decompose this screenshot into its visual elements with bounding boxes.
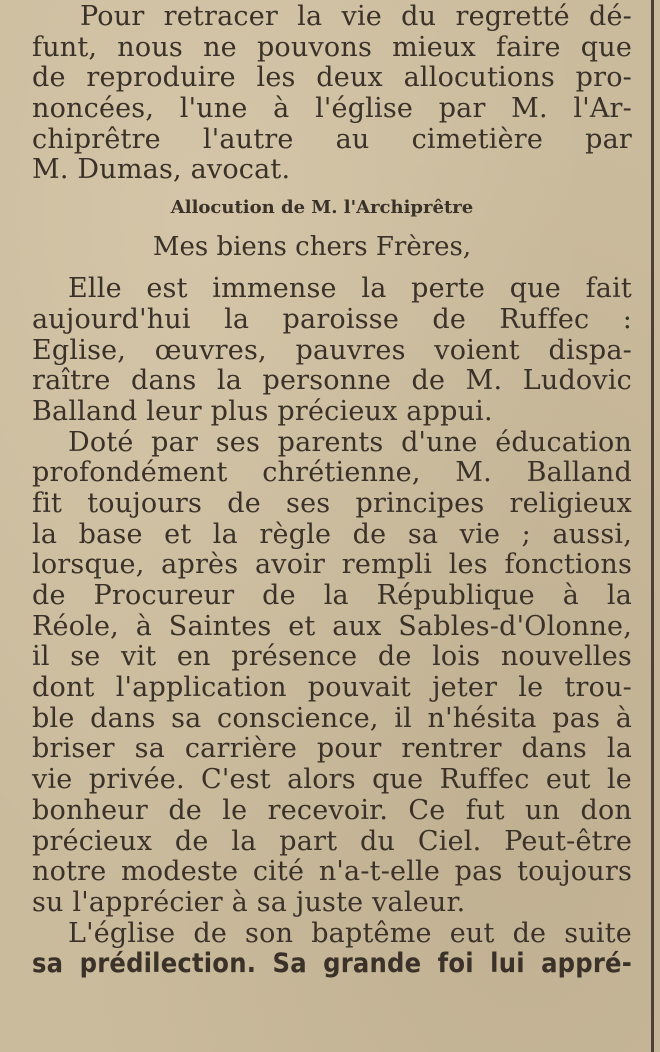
text-line: M. Dumas, avocat.: [32, 154, 291, 186]
text-line: précieux de la part du Ciel. Peut-être: [32, 825, 632, 857]
text-line: bonheur de le recevoir. Ce fut un don: [32, 794, 632, 826]
text-line: vie privée. C'est alors que Ruffec eut le: [32, 764, 632, 796]
section-caption: Allocution de M. l'Archiprêtre: [170, 197, 474, 219]
text-line: profondément chrétienne, M. Balland: [32, 457, 632, 489]
text-line: sa prédilection. Sa grande foi lui appré-: [32, 948, 632, 980]
text-line: dont l'application pouvait jeter le trou-: [32, 672, 632, 704]
text-line: la base et la règle de sa vie ; aussi,: [32, 518, 632, 550]
text-line: funt, nous ne pouvons mieux faire que: [32, 31, 632, 63]
text-line: raître dans la personne de M. Ludovic: [32, 365, 632, 397]
text-line: Doté par ses parents d'une éducation: [68, 426, 632, 458]
text-line: noncées, l'une à l'église par M. l'Ar-: [32, 93, 632, 125]
text-line: Pour retracer la vie du regretté dé-: [80, 1, 632, 32]
text-line: fit toujours de ses principes religieux: [32, 487, 632, 519]
text-line: chiprêtre l'autre au cimetière par: [32, 123, 632, 155]
text-line: briser sa carrière pour rentrer dans la: [32, 733, 632, 765]
text-line: L'église de son baptême eut de suite: [68, 917, 632, 949]
paragraph-1: [32, 274, 632, 427]
intro-paragraph: [32, 2, 632, 186]
text-line: aujourd'hui la paroisse de Ruffec :: [32, 303, 632, 335]
text-line: il se vit en présence de lois nouvelles: [32, 641, 632, 673]
text-line: ble dans sa conscience, il n'hésita pas à: [32, 702, 632, 734]
text-line: Balland leur plus précieux appui.: [32, 395, 493, 427]
text-line: su l'apprécier à sa juste valeur.: [32, 886, 466, 918]
column-rule: [651, 0, 654, 1052]
text-line: Eglise, œuvres, pauvres voient dispa-: [32, 334, 632, 366]
salutation: Mes biens chers Frères,: [152, 232, 472, 263]
text-line: de Procureur de la République à la: [32, 580, 632, 611]
article-column: [32, 2, 632, 980]
text-line: de reproduire les deux allocutions pro-: [32, 62, 632, 94]
paragraph-2: [32, 428, 632, 919]
paragraph-3: [32, 919, 632, 980]
text-line: Réole, à Saintes et aux Sables-d'Olonne,: [32, 610, 632, 642]
text-line: lorsque, après avoir rempli les fonctions: [32, 549, 632, 581]
text-line: notre modeste cité n'a-t-elle pas toujours: [32, 856, 632, 888]
text-line: Elle est immense la perte que fait: [68, 273, 632, 305]
